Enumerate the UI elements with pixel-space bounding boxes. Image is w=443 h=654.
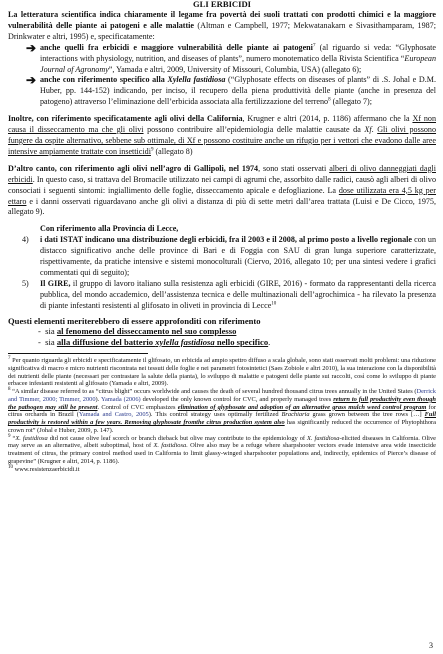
gallipoli-bold: D’altro canto, con riferimento agli olivi nell’agro di Gallipoli, nel 1974 [8, 163, 259, 173]
item-4-text: con un distacco significativo anche delle province di Bari e di Foggia con SAU di gran lunga superiore caratterizzate, rispettivamente, da pratiche intensive e sistemi monocolturali (Ciervo, 2016, allegato 10; per una sintesi vedere i grafici commentati qui di seguito); [40, 235, 437, 277]
closing-item-2-underline: alla diffusione del batterio [56, 336, 156, 347]
california-text-3: . [371, 125, 378, 135]
footnote-10 [8, 466, 436, 474]
footnote-9-text: . Olive also may be a refuge where sharpshooter vectors evade intensive area wide insecticide treatment of citrus, the primary control method used in California to limit glassy-winged sharpshooter populations and, indirectly, epidemics of Pierce’s disease of grapevine” (Krugner e altri, 2014, p. 1186). [8, 442, 436, 465]
california-paragraph [8, 114, 436, 158]
footnote-number: 10 [8, 464, 13, 470]
footnote-8-text: ). This control strategy uses optimally fertilized [148, 411, 282, 419]
footnote-8-text: developed the only known control for CVC, and properly managed trees [140, 395, 334, 403]
footnote-8 [8, 388, 436, 435]
numbered-item-5 [22, 279, 436, 312]
footnote-8-text: grass grown between the tree rows […] [309, 411, 425, 419]
arrow-right-icon: ➔ [26, 40, 37, 55]
species-name: X. fastidiosa [307, 434, 340, 442]
california-text-end: (allegato 8) [153, 146, 193, 156]
bullet-1-text: (al riguardo si veda: “Glyphosate interactions with physiology, nutrition, and diseases of plants”, numero monotematico della Rivista Scientifica “ [40, 42, 436, 63]
california-bold: Inoltre, con riferimento specificatamente agli olivi della California [8, 114, 243, 124]
bullet-2-text-end: (allegato 7); [330, 97, 372, 107]
footnote-8-emphasis: return to full productivity even though the pathogen may still be present [8, 395, 436, 411]
gallipoli-text: , sono stati osservati [258, 163, 330, 173]
footnote-7-text: Per quanto riguarda gli erbicidi e specificatamente il glifosato, un erbicida ad ampio spettro diffuso a scala globale, sono stati osservati molti problemi: una riduzione significativa di macro e micro nutrienti riscontrata nei tessuti delle foglie e nei parametri fotosintetici (Saes Zobiole e altri 2010), la sua interazione con la disponibilità dei nutrienti delle piante (necessari per contrastare la salute della pianta), lo sviluppo di malattie e patogeni delle piante sui raccolti, così come lo sviluppo di piante erbacee infestanti resistenti al glifosato (Yamada e altri, 2009). [8, 357, 436, 388]
closing-item-1 [38, 326, 436, 337]
journal-name: European Journal of Agronomy [40, 53, 436, 74]
page-number: 3 [429, 641, 433, 650]
bullet-2-text: (“Glyphosate effects on diseases of plants” di .S. Johal e D.M. Huber, pp. 144-152) indicando, per inciso, il recupero della piena produttività delle piante (anche in presenza del patogeno) attraverso l’eliminazione dell’erbicida associata alla fertilizzazione del terreno [40, 75, 436, 107]
footnote-8-emphasis: Full productivity is restored within a few years. Removing glyphosate fromthe citrus production system also [8, 411, 436, 427]
footnote-8-text: has significantly reduced the occurrence of Phytophthora crown rot” (Johal e Huber, 2009, p. 147). [8, 419, 437, 434]
arrow-right-icon: ➔ [26, 73, 37, 88]
lecce-heading: Con riferimento alla Provincia di Lecce, [40, 224, 179, 234]
body-text [8, 10, 436, 312]
footnote-9-text: “ [10, 434, 16, 442]
genus-name: Brachiaria [281, 411, 310, 419]
document-page [8, 0, 436, 473]
footnote-7 [8, 357, 436, 388]
footnote-8-text: ). [95, 395, 101, 403]
closing-period: . [268, 336, 271, 347]
item-5-bold: Il GIRE, [40, 278, 71, 288]
item-4-bold: i dati ISTAT indicano una distribuzione degli erbicidi, fra il 2003 e il 2008, al primo posto a livello regionale [40, 235, 412, 245]
species-name: X. fastidiosa [153, 442, 187, 450]
bullet-item-xylella [26, 75, 436, 108]
footnote-divider [8, 353, 148, 354]
california-underline-2: Gli olivi possono fungere da ospite alternativo, sebbene sub ottimale, di Xf e possono costituire anche un rifugio per i vettori che evadono dalle aree intensive ampiamente trattate con insetticidi [8, 125, 437, 156]
item-number: 5) [22, 278, 29, 288]
dash-marker: - [38, 336, 41, 347]
xf-abbrev: Xf [364, 125, 372, 135]
california-text-2: possono contribuire all’epidemiologia delle malattie causate da [143, 125, 365, 135]
species-name: X. fastidiosa [15, 434, 48, 442]
citation-link[interactable]: Yamada (2006) [101, 395, 141, 403]
intro-bold: La letteratura scientifica indica chiaramente il legame fra povertà dei suoli trattati con prodotti chimici e la maggiore vulnerabilità delle piante ai patogeni e alle malattie [8, 10, 436, 30]
closing-item-2 [38, 337, 436, 348]
footnote-8-text: . Control of CVC emphasizes [97, 403, 178, 411]
citation-link[interactable]: Derrick and Timmer, 2000; Timmer, 2000 [8, 388, 436, 403]
california-underline-1: Xf non causa il disseccamento ma che gli olivi [8, 114, 436, 135]
item-number: 4) [22, 235, 29, 245]
footnote-9 [8, 435, 436, 466]
footnote-ref-10[interactable]: 10 [271, 300, 277, 306]
species-name: Xylella fastidiosa [167, 75, 226, 85]
footnote-9-text: did not cause olive leaf scorch or branch dieback but olive may contribute to the epidemiology of [47, 434, 308, 442]
citation-link[interactable]: Yamada and Castro, 2005 [78, 411, 149, 419]
page-title: GLI ERBICIDI [192, 0, 252, 9]
closing-item-2-underline-end: nello specifico [214, 336, 269, 347]
california-text: , Krugner e altri (2014, p. 1186) affermano che la [242, 114, 413, 124]
gallipoli-text-2: . In questo caso, si trattava del Bromacile utilizzato nei campi di agrumi che, assorbito dalle radici, causò agli alberi di olivo consociati i seguenti sintomi: ingiallimento delle foglie, disseccamento apicale e defogliazione. La [8, 174, 436, 195]
gallipoli-underline-2: dose utilizzata era 4,5 kg per ettaro [8, 185, 437, 206]
bullet-2-bold: anche con riferimento specifico alla [40, 75, 168, 85]
closing-section [8, 316, 436, 348]
closing-heading: Questi elementi meriterebbero di essere approfonditi con riferimento [8, 315, 261, 326]
item-5-text: il gruppo di lavoro italiano sulla resistenza agli erbicidi (GIRE, 2016) - formato da rappresentanti della ricerca pubblica, del mondo accademico, dell’assistenza tecnica e delle multinazionali dell’agrochimica - ha rilevato la presenza di piante infestanti resistenti al glifosato in oliveti in provincia di Lecce [40, 278, 436, 310]
gallipoli-underline-1: alberi di olivo danneggiati dagli erbicidi [8, 163, 436, 184]
footnote-10-link[interactable]: www.resistenzaerbicidi.it [13, 465, 80, 473]
closing-item-1-text: sia [45, 326, 57, 337]
bullet-1-bold: anche quelli fra erbicidi e maggiore vulnerabilità delle piante ai patogeni [40, 42, 313, 52]
bullet-item-glyphosate [26, 40, 436, 76]
intro-paragraph [8, 10, 436, 43]
footnote-ref-8[interactable]: 8 [328, 97, 331, 103]
intro-citation: (Altman e Campbell, 1977; Mekwatanakarn e Sivasithamparam, 1987; Drinkwater e altri, 1995) e, specificatamente: [8, 20, 436, 41]
gallipoli-text-end: e i danni osservati riguardavano anche gli olivi a distanza di più di sette metri dall’area trattata (Luisi e De Cicco, 1975, allegato 9). [8, 196, 436, 217]
footnote-8-emphasis: elimination of glyphosate and adoption of an alternative grass mulch weed control program [177, 403, 427, 411]
species-name: xylella fastidiosa [155, 336, 215, 347]
footnote-8-text: for citrus orchards in Brazil ( [8, 403, 436, 419]
footnote-9-text: -elicited diseases in California. Olive may serve as an alternative, albeit suboptimal, host of [8, 434, 436, 450]
dash-marker: - [38, 326, 41, 337]
footnote-number: 9 [8, 433, 11, 439]
footnote-number: 8 [8, 386, 11, 392]
footnote-8-text: “A similar disease referred to as “citrus blight” occurs worldwide and causes the death of several hundred thousand citrus trees annually in the United States ( [10, 388, 417, 396]
footnote-number: 7 [8, 355, 11, 361]
bullet-1-text-end: ”, Yamada e altri, 2009, University of Missouri, Columbia, USA) (allegato 6); [108, 64, 362, 74]
closing-item-1-underline: al fenomeno del disseccamento nel suo complesso [56, 326, 237, 337]
gallipoli-paragraph [8, 164, 436, 219]
closing-item-2-text: sia [45, 336, 57, 347]
footnote-ref-9[interactable]: 9 [150, 147, 154, 153]
footnotes [8, 357, 436, 473]
footnote-ref-7[interactable]: 7 [312, 43, 316, 49]
numbered-item-4 [22, 235, 436, 279]
